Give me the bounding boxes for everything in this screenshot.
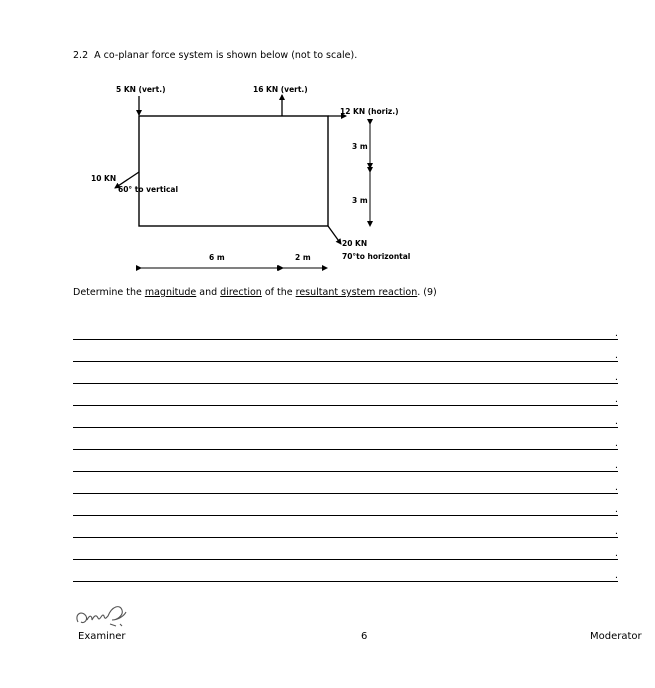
dim-3m-top-label: 3 m [352, 142, 368, 151]
answer-line[interactable]: . [73, 428, 618, 450]
angle-10kn-label: 60° to vertical [118, 185, 179, 194]
footer-moderator: Moderator [590, 631, 642, 642]
force-20kn-arrow [328, 226, 341, 244]
term-magnitude: magnitude [144, 287, 197, 298]
answer-line[interactable]: . [73, 384, 618, 406]
question-number: 2.2 [73, 50, 89, 61]
answer-lines[interactable] [73, 318, 618, 582]
answer-line[interactable]: . [73, 362, 618, 384]
answer-line[interactable]: . [73, 318, 618, 340]
dim-3m-bottom-label: 3 m [352, 196, 368, 205]
examiner-signature [72, 602, 134, 630]
footer-page-number: 6 [361, 631, 368, 642]
term-direction: direction [220, 287, 262, 298]
answer-line[interactable]: . [73, 516, 618, 538]
answer-line[interactable]: . [73, 450, 618, 472]
answer-line[interactable]: . [73, 472, 618, 494]
dim-2m-label: 2 m [295, 253, 311, 262]
question-text: A co-planar force system is shown below (not to scale). [94, 50, 358, 61]
answer-line[interactable]: . [73, 538, 618, 560]
footer-examiner: Examiner [78, 631, 126, 642]
term-resultant: resultant system reaction [295, 287, 418, 298]
force-5kn-label: 5 KN (vert.) [116, 85, 166, 94]
force-16kn-label: 16 KN (vert.) [253, 85, 308, 94]
force-12kn-label: 12 KN (horiz.) [340, 107, 399, 116]
answer-line[interactable]: . [73, 494, 618, 516]
answer-line[interactable]: . [73, 406, 618, 428]
angle-20kn-label: 70°to horizontal [342, 252, 411, 261]
answer-line[interactable]: . [73, 340, 618, 362]
force-10kn-label: 10 KN [91, 174, 117, 183]
beam-frame [139, 116, 328, 226]
instruction-text: Determine the magnitude and direction of the resultant system reaction. (9) [73, 287, 437, 298]
force-20kn-label: 20 KN [342, 239, 368, 248]
dim-6m-label: 6 m [209, 253, 225, 262]
answer-line[interactable]: . [73, 560, 618, 582]
